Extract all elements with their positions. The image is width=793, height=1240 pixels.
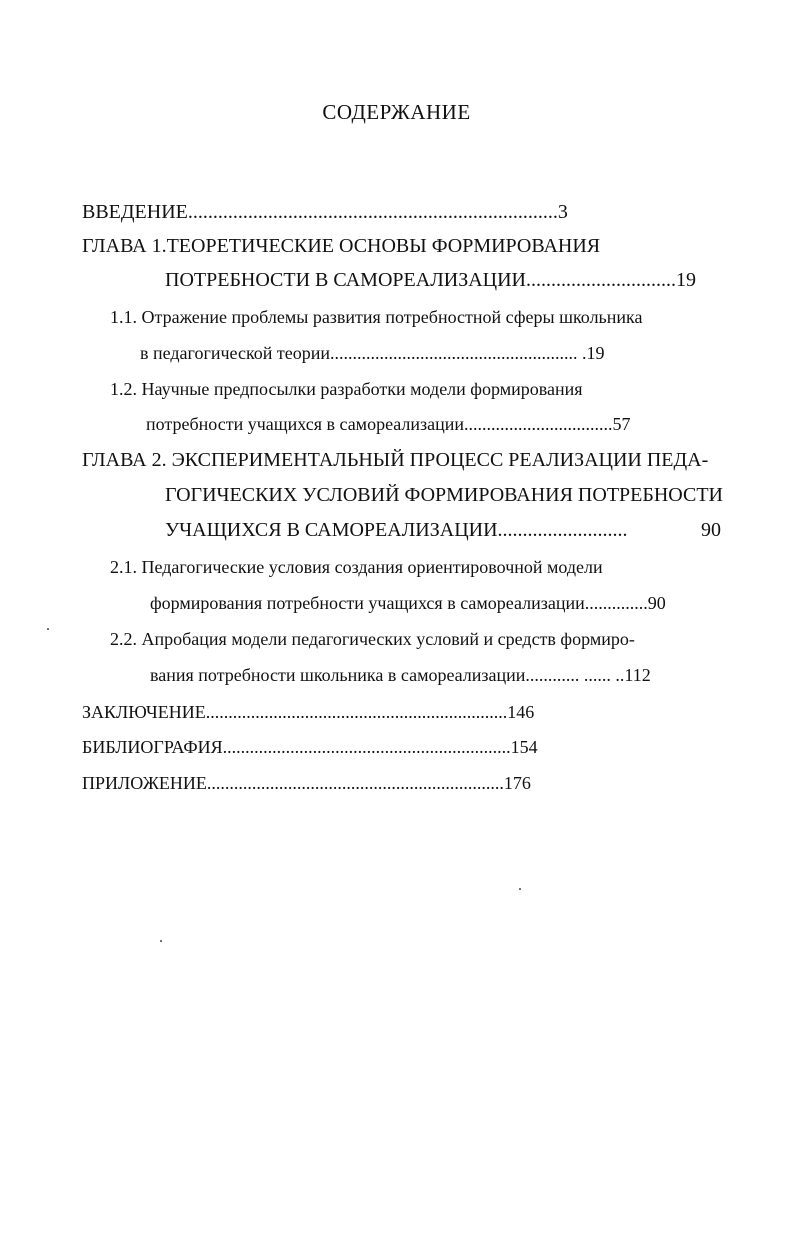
toc-chapter-1-heading-cont: ПОТРЕБНОСТИ В САМОРЕАЛИЗАЦИИ..............................19: [165, 269, 696, 291]
toc-section-1-2: 1.2. Научные предпосылки разработки модели формирования: [110, 379, 583, 399]
toc-section-1-1-cont: в педагогической теории....................................................... .19: [140, 343, 605, 363]
toc-entry-bibliography: БИБЛИОГРАФИЯ................................................................154: [82, 737, 538, 757]
toc-section-1-2-cont: потребности учащихся в самореализации.................................57: [146, 414, 631, 434]
toc-chapter-2-heading: ГЛАВА 2. ЭКСПЕРИМЕНТАЛЬНЫЙ ПРОЦЕСС РЕАЛИЗАЦИИ ПЕДА-: [82, 449, 709, 471]
toc-chapter-2-heading-cont-2: УЧАЩИХСЯ В САМОРЕАЛИЗАЦИИ..........................: [165, 519, 628, 541]
toc-section-2-1-cont: формирования потребности учащихся в самореализации..............90: [150, 593, 666, 613]
toc-chapter-1-heading: ГЛАВА 1.ТЕОРЕТИЧЕСКИЕ ОСНОВЫ ФОРМИРОВАНИЯ: [82, 235, 601, 257]
toc-entry-conclusion: ЗАКЛЮЧЕНИЕ...................................................................146: [82, 702, 535, 722]
toc-section-2-2: 2.2. Апробация модели педагогических условий и средств формиро-: [110, 629, 635, 649]
toc-chapter-2-heading-cont: ГОГИЧЕСКИХ УСЛОВИЙ ФОРМИРОВАНИЯ ПОТРЕБНОСТИ: [165, 484, 723, 506]
scan-speck: [47, 628, 49, 630]
toc-section-2-2-cont: вания потребности школьника в самореализации............ ...... ..112: [150, 665, 651, 685]
toc-section-1-1: 1.1. Отражение проблемы развития потребностной сферы школьника: [110, 307, 643, 327]
toc-title: СОДЕРЖАНИЕ: [322, 100, 471, 124]
toc-entry-introduction: ВВЕДЕНИЕ..........................................................................3: [82, 201, 568, 223]
scan-speck: [160, 940, 162, 942]
scan-speck: [519, 888, 521, 890]
toc-entry-appendix: ПРИЛОЖЕНИЕ..................................................................176: [82, 773, 531, 793]
toc-chapter-2-page: 90: [701, 519, 721, 541]
toc-section-2-1: 2.1. Педагогические условия создания ориентировочной модели: [110, 557, 603, 577]
